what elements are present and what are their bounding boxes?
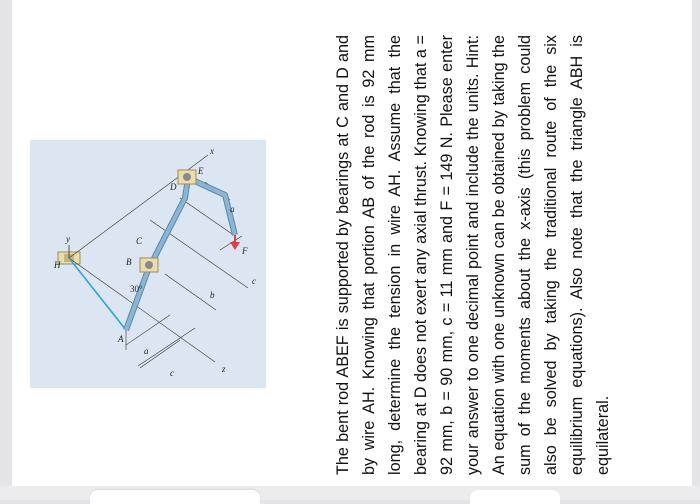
bearing-d [178,170,196,184]
problem-text-container [330,35,630,475]
figure-drawing [30,140,266,388]
problem-figure [30,140,266,388]
label-e: E [198,166,204,176]
wire-ah [69,258,126,330]
force-arrow [230,235,240,250]
label-z: z [222,364,226,374]
bent-rod [126,178,235,330]
problem-statement: The bent rod ABEF is supported by bearings at C and D and by wire AH. Knowing that portion AB of the rod is 92 mm long, determine the tension in wire AH. Assume that the bearing at D does not exert any axial thrust. Knowing that a = 92 mm, b = 90 mm, c = 11 mm and F = 149 N. Please enter your answer to one decimal point and include the units. Hint: An equation with one unknown can be obtained by taking the sum of the moments about the x-axis (this problem could also be solved by taking the traditional route of the six equilibrium equations). Also note that the triangle ABH is equilateral. [334,35,612,475]
bearing-c [140,258,158,272]
label-x: x [210,146,214,156]
scroll-handle-secondary[interactable] [470,490,560,504]
label-a-bottom: a [144,346,149,356]
label-f: F [242,246,248,256]
label-b: B [126,257,132,267]
label-c-left: c [170,368,174,378]
label-c-right: c [252,276,256,286]
scroll-handle[interactable] [90,490,260,504]
label-c-point: C [136,236,143,246]
label-a-top: a [230,204,235,214]
label-h: H [54,260,61,270]
label-angle: 30° [130,284,143,294]
label-b-dim: b [210,290,215,300]
label-y: y [66,234,70,244]
label-d: D [170,182,177,192]
label-a-point: A [118,334,124,344]
